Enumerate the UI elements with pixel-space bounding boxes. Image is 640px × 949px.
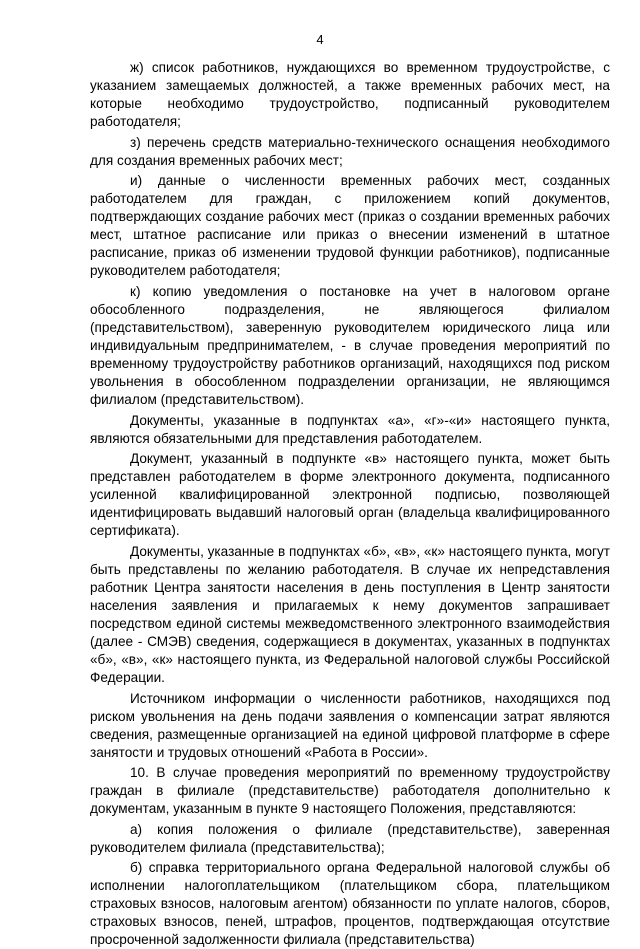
- paragraph-zh: ж) список работников, нуждающихся во временном трудоустройстве, с указанием замещаемых должностей, а также временных рабочих мест, на которые необходимо трудоустройство, подписанный руководителем работодателя;: [90, 60, 610, 130]
- document-body: [90, 59, 610, 949]
- paragraph-info-source: Источником информации о численности работников, находящихся под риском увольнения на день подачи заявления о компенсации затрат являются сведения, размещенные организацией на единой цифровой платформе в сфере занятости и трудовых отношений «Работа в России».: [90, 690, 610, 760]
- paragraph-electronic-doc: Документ, указанный в подпункте «в» настоящего пункта, может быть представлен работодателем в форме электронного документа, подписанного усиленной квалифицированной электронной подписью, позволяющей идентифицировать выдавший налоговый орган (владельца квалифицированного сертификата).: [90, 450, 610, 539]
- paragraph-10-b: б) справка территориального органа Федеральной налоговой службы об исполнении налогоплательщиком (плательщиком сбора, плательщиком страховых взносов, налоговым агентом) обязанности по уплате налогов, сборов, страховых взносов, пеней, штрафов, процентов, подтверждающая отсутствие просроченной задолженности филиала (представительства): [90, 859, 610, 948]
- page-number: 4: [316, 32, 324, 47]
- paragraph-10-a: а) копия положения о филиале (представительстве), заверенная руководителем филиала (представительства);: [90, 821, 610, 855]
- paragraph-z: з) перечень средств материально-технического оснащения необходимого для создания временных рабочих мест;: [90, 134, 610, 168]
- paragraph-k: к) копию уведомления о постановке на учет в налоговом органе обособленного подразделения, не являющегося филиалом (представительством), заверенную руководителем юридического лица или индивидуальным предпринимателем, - в случае проведения мероприятий по временному трудоустройству работников организаций, находящихся под риском увольнения в обособленном подразделении организации, не являющимся филиалом (представительством).: [90, 283, 610, 408]
- paragraph-10: 10. В случае проведения мероприятий по временному трудоустройству граждан в филиале (представительстве) работодателя дополнительно к документам, указанным в пункте 9 настоящего Положения, представляются:: [90, 765, 610, 817]
- paragraph-optional-docs: Документы, указанные в подпунктах «б», «в», «к» настоящего пункта, могут быть представлены по желанию работодателя. В случае их непредставления работник Центра занятости населения в день поступления в Центр занятости населения заявления и прилагаемых к нему документов запрашивает посредством единой системы межведомственного электронного взаимодействия (далее - СМЭВ) сведения, содержащиеся в документах, указанных в подпунктах «б», «в», «к» настоящего пункта, из Федеральной налоговой службы Российской Федерации.: [90, 543, 611, 686]
- paragraph-mandatory-docs: Документы, указанные в подпунктах «а», «г»-«и» настоящего пункта, являются обязательными для представления работодателем.: [90, 412, 610, 446]
- paragraph-i: и) данные о численности временных рабочих мест, созданных работодателем для граждан, с приложением копий документов, подтверждающих создание рабочих мест (приказ о создании временных рабочих мест, штатное расписание или приказ о внесении изменений в штатное расписание, приказ об изменении трудовой функции работников), подписанные руководителем работодателя;: [90, 172, 610, 279]
